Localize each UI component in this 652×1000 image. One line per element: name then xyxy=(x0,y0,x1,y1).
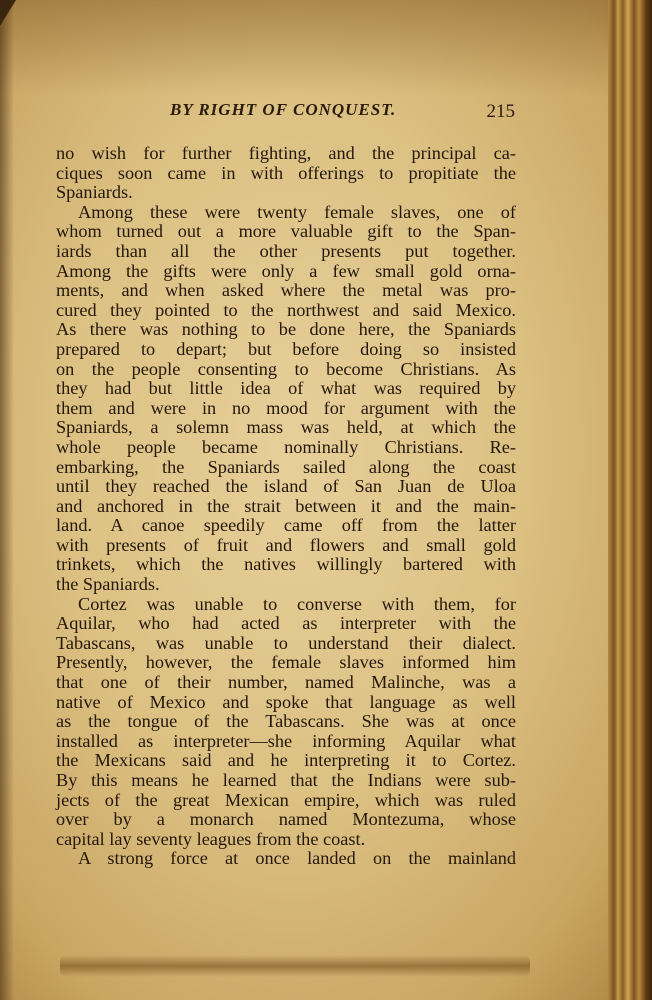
text-line: they had but little idea of what was required by xyxy=(56,378,516,399)
text-line: As there was nothing to be done here, the Spaniards xyxy=(56,319,516,340)
page-number: 215 xyxy=(486,101,515,122)
text-line: Spaniards. xyxy=(56,182,133,203)
text-line: with presents of fruit and flowers and small gold xyxy=(56,534,516,555)
text-line: and anchored in the strait between it and the main- xyxy=(56,495,516,516)
text-line: embarking, the Spaniards sailed along the coast xyxy=(56,456,516,477)
text-line: ciques soon came in with offerings to propitiate the xyxy=(56,162,516,183)
text-line: until they reached the island of San Juan de Uloa xyxy=(56,476,516,497)
text-line: whom turned out a more valuable gift to the Span- xyxy=(56,221,516,242)
running-title: BY RIGHT OF CONQUEST. xyxy=(170,100,397,119)
page-edge-shadow xyxy=(0,0,14,1000)
text-line: the Spaniards. xyxy=(56,574,160,595)
text-line: Tabascans, was unable to understand their dialect. xyxy=(56,632,516,653)
text-line: land. A canoe speedily came off from the latter xyxy=(56,515,516,536)
text-line: whole people became nominally Christians. Re- xyxy=(56,436,516,457)
text-line: on the people consenting to become Christians. As xyxy=(56,358,516,379)
text-line: over by a monarch named Montezuma, whose xyxy=(56,809,516,830)
text-line: By this means he learned that the Indians were sub- xyxy=(56,770,516,790)
page-stain-top xyxy=(0,0,652,95)
text-line: Among the gifts were only a few small gold orna- xyxy=(56,260,516,281)
page-header xyxy=(55,100,515,130)
book-gutter xyxy=(608,0,652,1000)
text-line: Presently, however, the female slaves informed him xyxy=(56,652,516,673)
text-line: as the tongue of the Tabascans. She was at once xyxy=(56,711,516,732)
text-line: Spaniards, a solemn mass was held, at which the xyxy=(56,417,516,438)
text-line: jects of the great Mexican empire, which was ruled xyxy=(56,789,516,810)
text-line: capital lay seventy leagues from the coast. xyxy=(56,828,366,849)
body-text xyxy=(56,144,516,869)
text-line: the Mexicans said and he interpreting it to Cortez. xyxy=(56,750,516,771)
page-stain-bottom xyxy=(60,955,530,977)
text-line: no wish for further fighting, and the principal ca- xyxy=(56,143,516,163)
text-line: cured they pointed to the northwest and said Mexico. xyxy=(56,299,516,320)
paragraph-start-line: A strong force at once landed on the mainland xyxy=(78,848,516,869)
text-line: Aquilar, who had acted as interpreter with the xyxy=(56,613,516,634)
text-line: native of Mexico and spoke that language as well xyxy=(56,691,516,712)
text-line: that one of their number, named Malinche, was a xyxy=(56,672,516,693)
text-line: trinkets, which the natives willingly bartered with xyxy=(56,554,516,575)
text-line: ments, and when asked where the metal was pro- xyxy=(56,280,516,301)
text-line: installed as interpreter—she informing Aquilar what xyxy=(56,730,516,751)
paragraph-start-line: Among these were twenty female slaves, one of xyxy=(78,201,516,222)
text-line: them and were in no mood for argument with the xyxy=(56,397,516,418)
page-corner xyxy=(0,0,16,26)
text-line: iards than all the other presents put together. xyxy=(56,240,516,261)
paragraph-start-line: Cortez was unable to converse with them, for xyxy=(78,593,516,614)
text-line: prepared to depart; but before doing so insisted xyxy=(56,338,516,359)
